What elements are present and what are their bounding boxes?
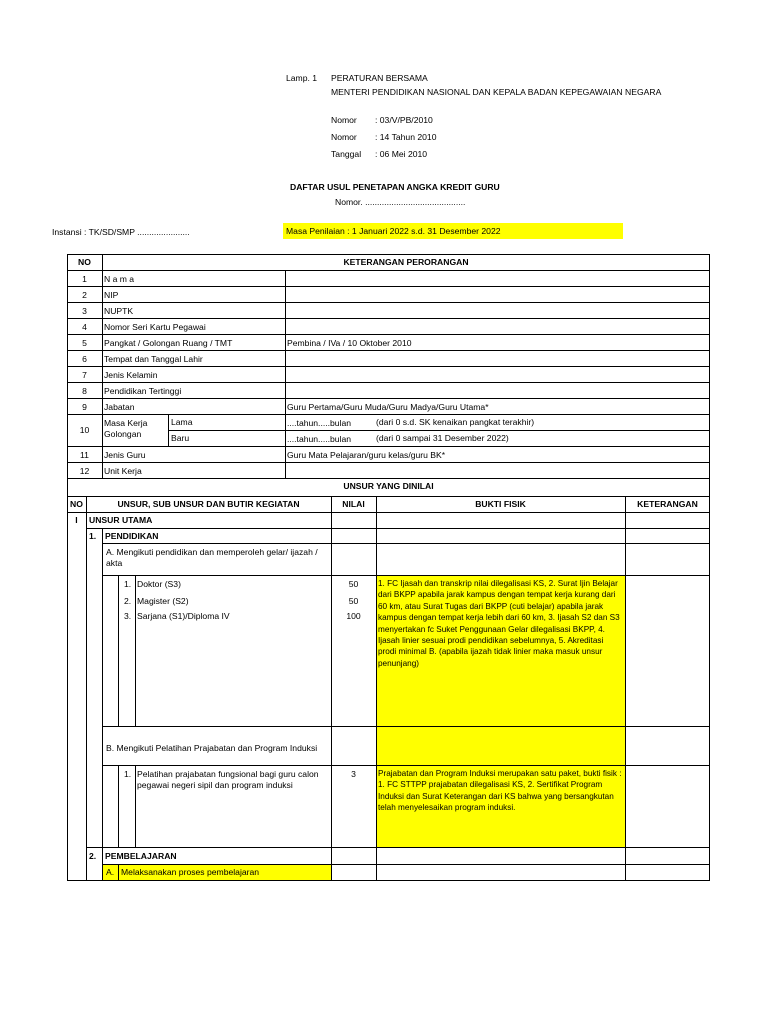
pendidikan-label: PENDIDIKAN (105, 531, 159, 541)
personal-row-value: Guru Pertama/Guru Muda/Guru Madya/Guru Utama* (287, 402, 489, 412)
document-nomor: Nomor. .......................................... (335, 197, 466, 207)
bukti-b-text: Prajabatan dan Program Induksi merupakan satu paket, bukti fisik : 1. FC STTPP prajabatan dilegalisasi KS, 2. Sertifikat Program Induksi dan Surat Keterangan dari KS bahwa yang bersangkutan telah menyelesaikan program induksi. (378, 769, 622, 813)
lamp-label: Lamp. 1 (286, 73, 318, 83)
regulation-subtitle: MENTERI PENDIDIKAN NASIONAL DAN KEPALA BADAN KEPEGAWAIAN NEGARA (331, 87, 662, 97)
personal-row-label: Unit Kerja (104, 466, 142, 476)
item-label: Pelatihan prajabatan fungsional bagi guru calon pegawai negeri sipil dan program induksi (137, 769, 319, 790)
instansi-label: Instansi : TK/SD/SMP ...................... (52, 227, 190, 237)
personal-row-no: 12 (79, 466, 90, 476)
nomor2-label: Nomor (331, 132, 357, 142)
personal-row-label: Pangkat / Golongan Ruang / TMT (104, 338, 233, 348)
personal-row-label: Jabatan (104, 402, 135, 412)
personal-row-no: 4 (82, 322, 87, 332)
sub-a-label: A. Mengikuti pendidikan dan memperoleh gelar/ ijazah / akta (106, 547, 318, 568)
unsur-utama-label: UNSUR UTAMA (89, 515, 153, 525)
personal-row-no: 5 (82, 338, 87, 348)
unsur-col-nilai: NILAI (342, 499, 365, 509)
baru-note: (dari 0 sampai 31 Desember 2022) (376, 433, 509, 443)
document-title: DAFTAR USUL PENETAPAN ANGKA KREDIT GURU (290, 182, 500, 192)
bukti-b-header-highlight (377, 727, 625, 765)
personal-row-no: 6 (82, 354, 87, 364)
item-nilai: 100 (346, 611, 361, 621)
item-label: Magister (S2) (137, 596, 189, 606)
pembelajaran-label: PEMBELAJARAN (105, 851, 177, 861)
personal-row-label: Nomor Seri Kartu Pegawai (104, 322, 206, 332)
baru-label: Baru (171, 433, 190, 443)
item-label: Sarjana (S1)/Diploma IV (137, 611, 230, 621)
personal-row-no: 9 (82, 402, 87, 412)
personal-col-title: KETERANGAN PERORANGAN (343, 257, 469, 267)
personal-row-no: 3 (82, 306, 87, 316)
personal-row-no: 1 (82, 274, 87, 284)
nomor1-label: Nomor (331, 115, 357, 125)
pembelajaran-no: 2. (89, 851, 97, 861)
personal-row-no: 7 (82, 370, 87, 380)
item-label: Doktor (S3) (137, 579, 181, 589)
unsur-col-ket: KETERANGAN (637, 499, 698, 509)
unsur-section-title: UNSUR YANG DINILAI (343, 481, 434, 491)
item-no: 1. (124, 769, 132, 779)
nomor2-value: : 14 Tahun 2010 (375, 132, 437, 142)
unsur-col-no: NO (70, 499, 83, 509)
personal-row-label: NIP (104, 290, 119, 300)
sub-2a-no: A. (106, 867, 115, 877)
personal-row-no: 11 (80, 450, 89, 460)
unsur-i-no: I (75, 515, 78, 525)
personal-row-label: Jenis Guru (104, 450, 146, 460)
personal-row-label: N a m a (104, 274, 135, 284)
personal-row-no: 8 (82, 386, 87, 396)
lama-note: (dari 0 s.d. SK kenaikan pangkat terakhir) (376, 417, 535, 427)
item-no: 2. (124, 596, 132, 606)
personal-row-label: Tempat dan Tanggal Lahir (104, 354, 203, 364)
lama-value: ....tahun.....bulan (287, 418, 352, 428)
regulation-title: PERATURAN BERSAMA (331, 73, 428, 83)
item-nilai: 50 (348, 579, 359, 589)
tanggal-value: : 06 Mei 2010 (375, 149, 428, 159)
pendidikan-no: 1. (89, 531, 97, 541)
personal-row-label: Jenis Kelamin (104, 370, 158, 380)
item-nilai: 3 (351, 769, 356, 779)
personal-row-label: Pendidikan Tertinggi (104, 386, 182, 396)
sub-2a-text: Melaksanakan proses pembelajaran (121, 867, 260, 877)
unsur-col-bukti: BUKTI FISIK (475, 499, 526, 509)
personal-row-label: NUPTK (104, 306, 134, 316)
unsur-col-unsur: UNSUR, SUB UNSUR DAN BUTIR KEGIATAN (117, 499, 300, 509)
item-no: 3. (124, 611, 132, 621)
personal-col-no: NO (78, 257, 91, 267)
personal-row-value: Pembina / IVa / 10 Oktober 2010 (287, 338, 412, 348)
masa-penilaian: Masa Penilaian : 1 Januari 2022 s.d. 31 Desember 2022 (286, 226, 501, 236)
nomor1-value: : 03/V/PB/2010 (375, 115, 433, 125)
personal-row-no: 10 (79, 425, 90, 435)
personal-row-no: 2 (82, 290, 87, 300)
sub-b-label: B. Mengikuti Pelatihan Prajabatan dan Program Induksi (106, 743, 318, 753)
tanggal-label: Tanggal (331, 149, 362, 159)
bukti-a-text: 1. FC Ijasah dan transkrip nilai dilegalisasi KS, 2. Surat Ijin Belajar dari BKPP apabila jarak kampus dengan tempat kerja kurang dari 60 km, atau Surat Tugas dari BKPP (cuti belajar) apabila jarak kampus dengan tempat kerja lebih dari 60 km, 3. Ijasah S2 dan S3 menyertakan fc Suket Penggunaan Gelar dilegalisasi BKPP, 4. Ijasah linier sesuai prodi pendidikan sebelumnya, 5. Akreditasi prodi minimal B. (apabila ijazah tidak linier maka masuk unsur penunjang) (378, 579, 620, 668)
item-no: 1. (124, 579, 132, 589)
item-nilai: 50 (348, 596, 359, 606)
personal-row-value: Guru Mata Pelajaran/guru kelas/guru BK* (287, 450, 446, 460)
lama-label: Lama (171, 417, 193, 427)
baru-value: ....tahun.....bulan (287, 434, 352, 444)
masa-kerja-label: Masa Kerja Golongan (104, 418, 148, 439)
